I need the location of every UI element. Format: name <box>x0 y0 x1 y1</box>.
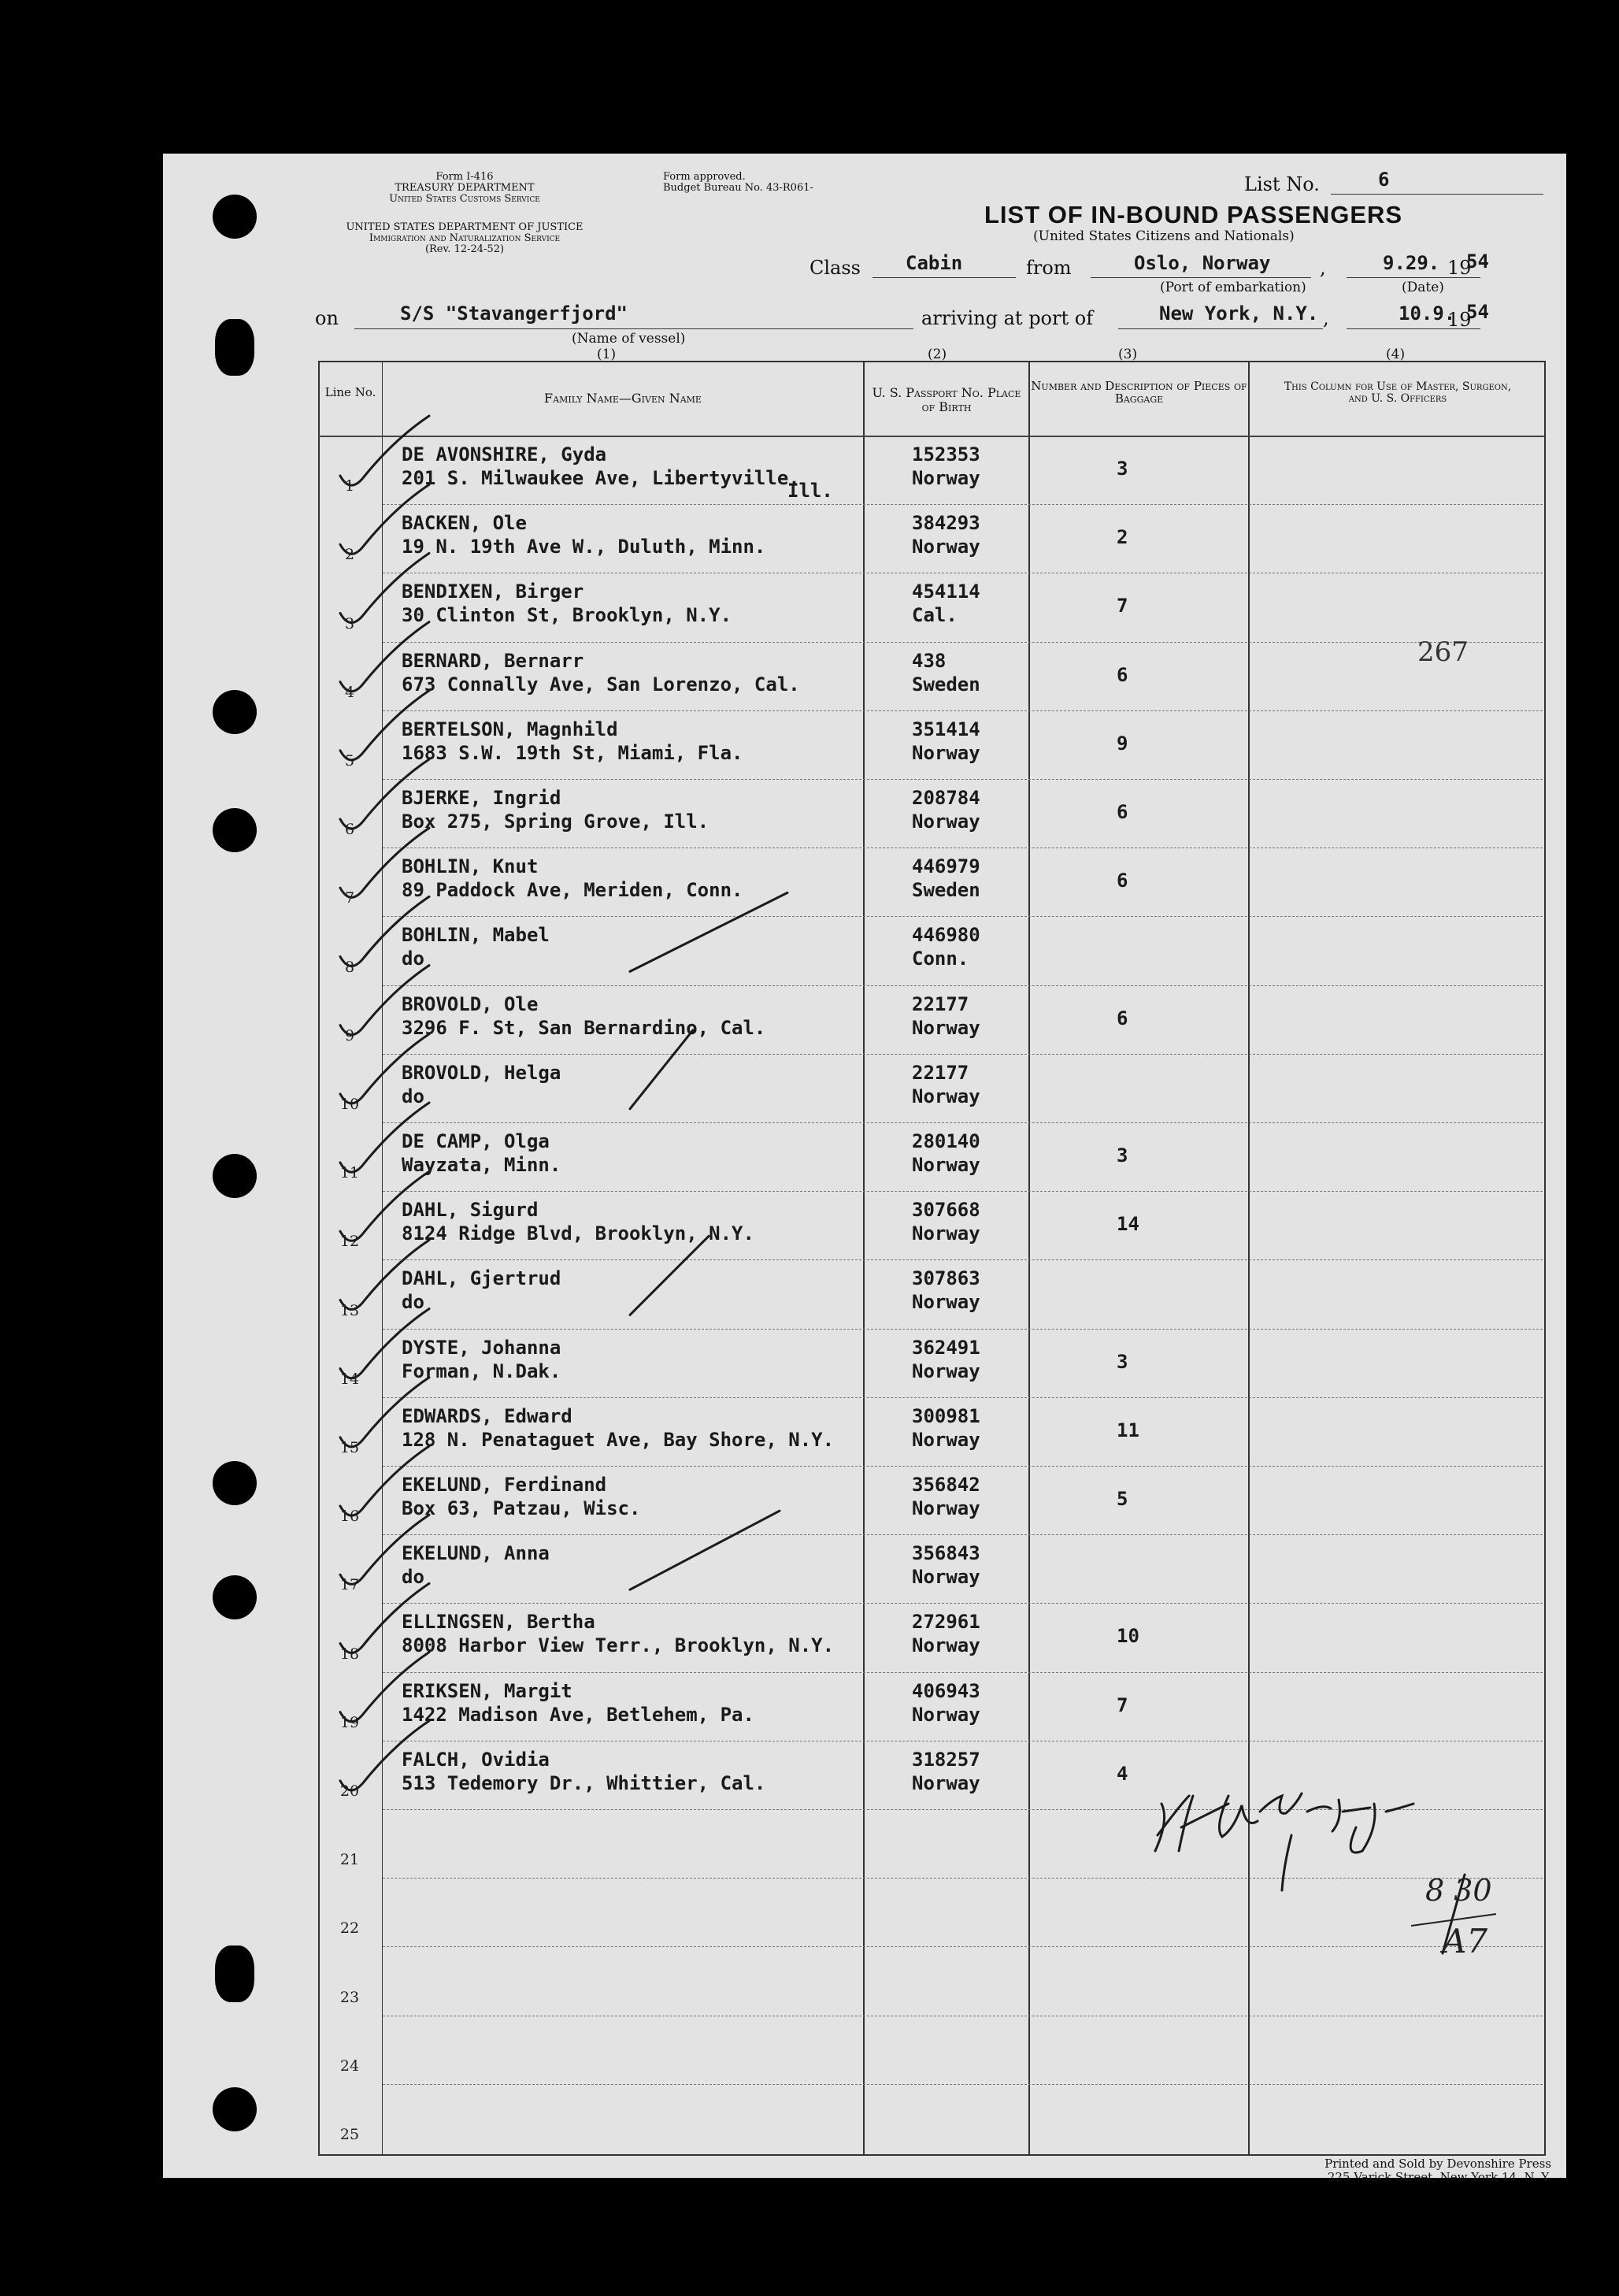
passenger-name: BROVOLD, Ole <box>402 992 539 1015</box>
line-number: 14 <box>339 1370 360 1388</box>
check-mark <box>340 1583 429 1652</box>
baggage-count: 7 <box>1117 595 1128 618</box>
line-number: 19 <box>339 1713 360 1731</box>
vessel-caption: (Name of vessel) <box>572 331 686 347</box>
passenger-name: FALCH, Ovidia <box>402 1748 550 1771</box>
passport-number: 384293 <box>912 512 980 535</box>
baggage-count: 3 <box>1117 1350 1128 1373</box>
check-mark <box>340 691 429 760</box>
passenger-address: 128 N. Penataguet Ave, Bay Shore, N.Y. <box>402 1428 835 1451</box>
passenger-address: Box 63, Patzau, Wisc. <box>402 1497 641 1519</box>
place-of-birth: Norway <box>912 1497 980 1519</box>
line-number: 23 <box>339 1988 360 2006</box>
passport-number: 22177 <box>912 992 969 1015</box>
passport-number: 454114 <box>912 580 980 603</box>
departure-date: 9.29. <box>1383 252 1440 274</box>
passenger-name: EDWARDS, Edward <box>402 1404 572 1427</box>
check-mark <box>340 1309 429 1378</box>
line-number: 12 <box>339 1233 360 1251</box>
page-subtitle: (United States Citizens and Nationals) <box>1033 228 1295 244</box>
column-index-4: (4) <box>1386 347 1406 362</box>
check-mark <box>340 622 429 692</box>
passport-number: 300981 <box>912 1404 980 1427</box>
passenger-address: 1422 Madison Ave, Betlehem, Pa. <box>402 1703 754 1726</box>
line-number: 22 <box>339 1920 360 1938</box>
passenger-name: BACKEN, Ole <box>402 512 527 535</box>
line-number: 16 <box>339 1508 360 1526</box>
passenger-address: 1683 S.W. 19th St, Miami, Fla. <box>402 741 743 764</box>
column-index-2: (2) <box>928 347 947 362</box>
passenger-address: Forman, N.Dak. <box>402 1359 561 1382</box>
arrival-year: 54 <box>1466 301 1489 323</box>
ins-service: Immigration and Naturalization Service <box>369 232 561 244</box>
passport-number: 307668 <box>912 1199 980 1222</box>
check-mark <box>340 896 429 966</box>
header-line-no: Line No. <box>324 385 376 399</box>
signature-mark <box>1155 1793 1413 1890</box>
line-number: 25 <box>339 2126 360 2143</box>
page-title: LIST OF IN-BOUND PASSENGERS <box>984 201 1403 228</box>
passenger-address: 30 Clinton St, Brooklyn, N.Y. <box>402 604 732 627</box>
check-mark <box>340 1515 429 1584</box>
place-of-birth: Sweden <box>912 673 980 695</box>
check-mark <box>340 1721 429 1790</box>
passenger-name: BOHLIN, Mabel <box>402 924 550 947</box>
bureau-number: Budget Bureau No. 43-R061- <box>663 182 813 194</box>
strike-stroke <box>630 1030 693 1109</box>
passenger-address: 3296 F. St, San Bernardino, Cal. <box>402 1016 766 1039</box>
line-number: 13 <box>339 1301 360 1319</box>
passenger-name: DAHL, Sigurd <box>402 1199 539 1222</box>
baggage-count: 3 <box>1117 458 1128 480</box>
place-of-birth: Norway <box>912 1222 980 1245</box>
handwritten-count: 267 <box>1417 636 1469 668</box>
place-of-birth: Norway <box>912 810 980 833</box>
passenger-address: 19 N. 19th Ave W., Duluth, Minn. <box>402 536 766 558</box>
passenger-name: BROVOLD, Helga <box>402 1061 561 1084</box>
check-mark <box>340 553 429 622</box>
passport-number: 406943 <box>912 1679 980 1702</box>
baggage-count: 6 <box>1117 801 1128 823</box>
place-of-birth: Conn. <box>912 948 969 970</box>
line-number: 21 <box>339 1851 360 1869</box>
passenger-name: BENDIXEN, Birger <box>402 580 584 603</box>
strike-stroke <box>630 1236 709 1315</box>
passenger-address: 673 Connally Ave, San Lorenzo, Cal. <box>402 673 800 695</box>
baggage-count: 6 <box>1117 870 1128 892</box>
passport-number: 280140 <box>912 1130 980 1152</box>
justice-dept: UNITED STATES DEPARTMENT OF JUSTICE <box>346 221 584 233</box>
passenger-address: 8008 Harbor View Terr., Brooklyn, N.Y. <box>402 1634 835 1657</box>
treasury-dept: TREASURY DEPARTMENT <box>395 182 535 194</box>
passenger-address: 89 Paddock Ave, Meriden, Conn. <box>402 879 743 902</box>
place-of-birth: Norway <box>912 536 980 558</box>
check-marks <box>340 416 787 1790</box>
passenger-name: DE AVONSHIRE, Gyda <box>402 443 607 466</box>
handwritten-fraction-bottom: A7 <box>1443 1922 1488 1960</box>
passenger-address-cont: Ill. <box>787 480 833 502</box>
header-passport: U. S. Passport No. Place of Birth <box>872 385 1021 414</box>
passport-number: 446979 <box>912 855 980 878</box>
line-number: 18 <box>339 1645 360 1663</box>
passenger-name: ELLINGSEN, Bertha <box>402 1611 595 1634</box>
printer-line1: Printed and Sold by Devonshire Press <box>1324 2157 1551 2171</box>
line-number: 6 <box>344 821 355 839</box>
date-caption: (Date) <box>1402 280 1444 295</box>
check-mark <box>340 1171 429 1241</box>
passenger-address: 513 Tedemory Dr., Whittier, Cal. <box>402 1771 766 1794</box>
line-number: 4 <box>344 683 355 701</box>
passenger-name: EKELUND, Ferdinand <box>402 1474 607 1496</box>
passport-number: 356843 <box>912 1542 980 1565</box>
arrival-port: New York, N.Y. <box>1159 302 1319 325</box>
class-value: Cabin <box>906 252 963 274</box>
line-number: 10 <box>339 1096 360 1113</box>
baggage-count: 14 <box>1117 1213 1139 1236</box>
place-of-birth: Norway <box>912 1016 980 1039</box>
list-label: List No. <box>1244 173 1320 195</box>
on-label: on <box>315 307 339 329</box>
check-mark <box>340 416 429 485</box>
strike-stroke <box>630 1511 780 1589</box>
passenger-address: do <box>402 1566 424 1589</box>
baggage-count: 10 <box>1117 1625 1139 1648</box>
passport-number: 307863 <box>912 1267 980 1290</box>
from-label: from <box>1026 257 1072 279</box>
passenger-address: Wayzata, Minn. <box>402 1154 561 1176</box>
passport-number: 208784 <box>912 787 980 809</box>
check-mark <box>340 759 429 829</box>
arriving-label: arriving at port of <box>921 307 1094 329</box>
embarkation-port: Oslo, Norway <box>1134 252 1271 274</box>
place-of-birth: Norway <box>912 1359 980 1382</box>
place-of-birth: Norway <box>912 741 980 764</box>
column-index-1: (1) <box>597 347 617 362</box>
vessel-name: S/S "Stavangerfjord" <box>400 302 628 325</box>
passenger-name: DYSTE, Johanna <box>402 1336 561 1359</box>
baggage-count: 5 <box>1117 1488 1128 1510</box>
line-number: 3 <box>344 614 355 632</box>
baggage-count: 4 <box>1117 1762 1128 1785</box>
passenger-name: BERNARD, Bernarr <box>402 649 584 672</box>
line-number: 24 <box>339 2057 360 2075</box>
passport-number: 438 <box>912 649 947 672</box>
passenger-name: BERTELSON, Magnhild <box>402 718 618 740</box>
line-number: 15 <box>339 1439 360 1456</box>
passenger-address: do <box>402 1291 424 1314</box>
passenger-name: ERIKSEN, Margit <box>402 1679 572 1702</box>
line-number: 17 <box>339 1576 360 1594</box>
place-of-birth: Cal. <box>912 604 958 627</box>
strike-stroke <box>630 892 787 971</box>
baggage-count: 6 <box>1117 1007 1128 1029</box>
passenger-name: DE CAMP, Olga <box>402 1130 550 1152</box>
passenger-address: Box 275, Spring Grove, Ill. <box>402 810 709 833</box>
header-baggage: Number and Description of Pieces of Baggage <box>1031 379 1247 406</box>
port-caption: (Port of embarkation) <box>1160 280 1306 295</box>
check-mark <box>340 1378 429 1447</box>
baggage-count: 6 <box>1117 663 1128 686</box>
place-of-birth: Norway <box>912 1291 980 1314</box>
passenger-name: EKELUND, Anna <box>402 1542 550 1565</box>
place-of-birth: Norway <box>912 1085 980 1107</box>
check-mark <box>340 1240 429 1309</box>
line-number: 1 <box>344 477 355 495</box>
check-mark <box>340 966 429 1035</box>
passport-number: 318257 <box>912 1748 980 1771</box>
passport-number: 362491 <box>912 1336 980 1359</box>
passport-number: 272961 <box>912 1611 980 1634</box>
line-number: 7 <box>344 889 355 907</box>
check-mark <box>340 484 429 554</box>
check-mark <box>340 1652 429 1722</box>
form-number: Form I-416 <box>435 171 494 183</box>
line-number: 5 <box>344 752 355 770</box>
passenger-address: 8124 Ridge Blvd, Brooklyn, N.Y. <box>402 1222 754 1245</box>
column-index-3: (3) <box>1118 347 1138 362</box>
passenger-address: do <box>402 1085 424 1107</box>
printer-line2: 225 Varick Street, New York 14, N. Y. <box>1327 2170 1551 2184</box>
header-name: Family Name—Given Name <box>544 391 702 406</box>
baggage-count: 7 <box>1117 1693 1128 1716</box>
place-of-birth: Norway <box>912 1634 980 1657</box>
departure-year: 54 <box>1466 250 1489 273</box>
place-of-birth: Sweden <box>912 879 980 902</box>
list-number: 6 <box>1378 169 1390 191</box>
revision: (Rev. 12-24-52) <box>424 243 505 255</box>
place-of-birth: Norway <box>912 467 980 489</box>
line-number: 11 <box>339 1164 360 1182</box>
line-number: 20 <box>339 1782 360 1800</box>
handwritten-fraction-top: 8 30 <box>1425 1873 1492 1908</box>
baggage-count: 2 <box>1117 526 1128 549</box>
passport-number: 356842 <box>912 1474 980 1496</box>
place-of-birth: Norway <box>912 1771 980 1794</box>
check-mark <box>340 1034 429 1103</box>
passport-number: 22177 <box>912 1061 969 1084</box>
customs-service: United States Customs Service <box>389 193 540 205</box>
passenger-address: 201 S. Milwaukee Ave, Libertyville, <box>402 467 800 489</box>
check-mark <box>340 1103 429 1172</box>
line-number: 8 <box>344 958 355 976</box>
baggage-count: 3 <box>1117 1144 1128 1167</box>
check-mark <box>340 1446 429 1515</box>
baggage-count: 11 <box>1117 1419 1139 1441</box>
passenger-name: BOHLIN, Knut <box>402 855 539 878</box>
passenger-address: do <box>402 948 424 970</box>
baggage-count: 9 <box>1117 732 1128 755</box>
class-label: Class <box>810 257 861 279</box>
passenger-name: BJERKE, Ingrid <box>402 787 561 809</box>
place-of-birth: Norway <box>912 1154 980 1176</box>
line-number: 2 <box>344 546 355 564</box>
place-of-birth: Norway <box>912 1428 980 1451</box>
passport-number: 446980 <box>912 924 980 947</box>
check-mark <box>340 828 429 897</box>
arrival-date: 10.9. <box>1399 302 1456 325</box>
passport-number: 152353 <box>912 443 980 466</box>
header-officers: This Column for Use of Master, Surgeon, and U. S. Officers <box>1284 380 1512 405</box>
place-of-birth: Norway <box>912 1703 980 1726</box>
line-number: 9 <box>344 1026 355 1044</box>
place-of-birth: Norway <box>912 1566 980 1589</box>
passport-number: 351414 <box>912 718 980 740</box>
passenger-name: DAHL, Gjertrud <box>402 1267 561 1290</box>
form-approved: Form approved. <box>663 171 746 183</box>
